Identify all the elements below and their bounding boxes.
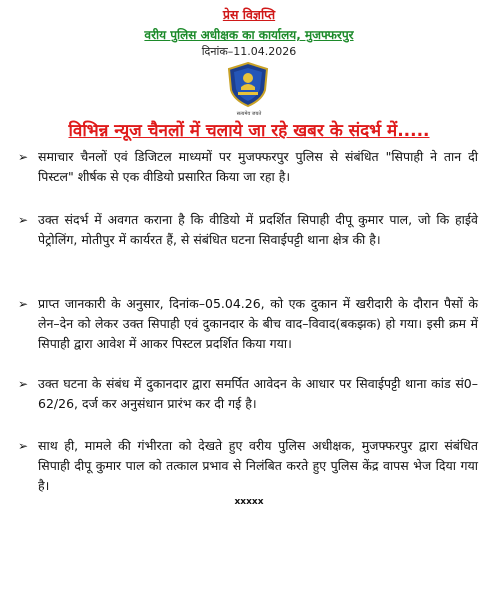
arrow-bullet-icon: ➢ [18,377,29,391]
office-name: वरीय पुलिस अधीक्षक का कार्यालय, मुजफ्फरपुर [144,28,354,42]
paragraph-5 [18,436,478,496]
arrow-bullet-icon: ➢ [18,213,29,227]
footer-mark: xxxxx [234,497,264,507]
press-release-title: विभिन्न न्यूज चैनलों में चलाये जा रहे खबर के संदर्भ में..... [68,121,430,141]
arrow-bullet-icon: ➢ [18,297,29,311]
paragraph-text: उक्त घटना के संबंध में दुकानदार द्वारा समर्पित आवेदन के आधार पर सिवाईपट्टी थाना कांड सं0–62/26, दर्ज कर अनुसंधान प्रारंभ कर दी गई है। [38,376,478,411]
paragraph-4 [18,374,478,414]
arrow-bullet-icon: ➢ [18,439,29,453]
paragraph-1 [18,147,478,187]
emblem-motto: सत्यमेव जयते [236,111,262,117]
press-release-heading: प्रेस विज्ञप्ति [222,7,276,22]
release-date: दिनांक–11.04.2026 [201,45,297,58]
paragraph-3 [18,294,478,354]
bihar-police-emblem-icon [224,60,272,108]
paragraph-text: प्राप्त जानकारी के अनुसार, दिनांक–05.04.26, को एक दुकान में खरीदारी के दौरान पैसों के लेन–देन को लेकर उक्त सिपाही एवं दुकानदार के बीच वाद–विवाद(बकझक) हो गया। इसी क्रम में सिपाही द्वारा आवेश में आकर पिस्टल प्रदर्शित किया गया। [38,296,478,351]
paragraph-text: साथ ही, मामले की गंभीरता को देखते हुए वरीय पुलिस अधीक्षक, मुजफ्फरपुर द्वारा संबंधित सिपाही दीपू कुमार पाल को तत्काल प्रभाव से निलंबित करते हुए पुलिस केंद्र वापस भेज दिया गया है। [38,438,478,493]
paragraph-text: समाचार चैनलों एवं डिजिटल माध्यमों पर मुजफ्फरपुर पुलिस से संबंधित "सिपाही ने तान दी पिस्टल" शीर्षक से एक वीडियो प्रसारित किया जा रहा है। [38,149,478,184]
arrow-bullet-icon: ➢ [18,150,29,164]
paragraph-2 [18,210,478,250]
paragraph-text: उक्त संदर्भ में अवगत कराना है कि वीडियो में प्रदर्शित सिपाही दीपू कुमार पाल, जो कि हाईवे पेट्रोलिंग, मोतीपुर में कार्यरत हैं, से संबंधित घटना सिवाईपट्टी थाना क्षेत्र की है। [38,212,478,247]
